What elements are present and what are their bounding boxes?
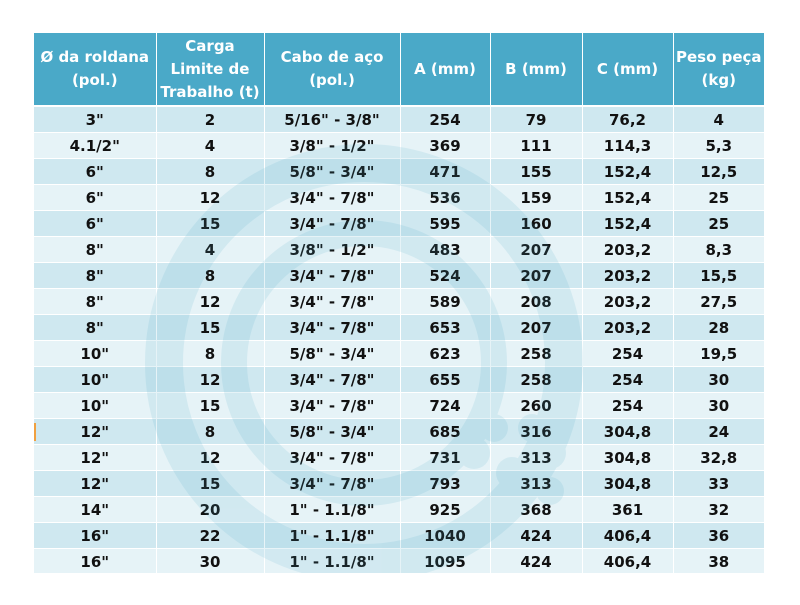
cell-b-mm: 208 <box>490 289 582 315</box>
cell-a-mm: 471 <box>400 159 490 185</box>
cell-peso: 25 <box>673 185 764 211</box>
cell-carga: 12 <box>156 289 264 315</box>
cell-a-mm: 1040 <box>400 523 490 549</box>
cell-a-mm: 653 <box>400 315 490 341</box>
cell-peso: 28 <box>673 315 764 341</box>
cell-carga: 4 <box>156 237 264 263</box>
cell-peso: 8,3 <box>673 237 764 263</box>
cell-b-mm: 258 <box>490 341 582 367</box>
cell-c-mm: 203,2 <box>582 289 673 315</box>
cell-c-mm: 304,8 <box>582 445 673 471</box>
cell-a-mm: 536 <box>400 185 490 211</box>
cell-b-mm: 313 <box>490 471 582 497</box>
cell-a-mm: 589 <box>400 289 490 315</box>
cell-peso: 12,5 <box>673 159 764 185</box>
cell-b-mm: 316 <box>490 419 582 445</box>
cell-c-mm: 406,4 <box>582 523 673 549</box>
header-peso-peca: Peso peça (kg) <box>673 33 764 106</box>
table-row <box>34 237 764 263</box>
cell-c-mm: 152,4 <box>582 185 673 211</box>
table-row <box>34 471 764 497</box>
cell-carga: 15 <box>156 315 264 341</box>
cell-c-mm: 254 <box>582 393 673 419</box>
cell-cabo: 3/8" - 1/2" <box>264 133 400 159</box>
cell-cabo: 5/16" - 3/8" <box>264 106 400 133</box>
cell-peso: 25 <box>673 211 764 237</box>
cell-peso: 38 <box>673 549 764 574</box>
cell-carga: 8 <box>156 263 264 289</box>
cell-cabo: 1" - 1.1/8" <box>264 523 400 549</box>
cell-c-mm: 203,2 <box>582 237 673 263</box>
cell-cabo: 3/4" - 7/8" <box>264 315 400 341</box>
cell-diametro: 14" <box>34 497 156 523</box>
cell-c-mm: 114,3 <box>582 133 673 159</box>
cell-cabo: 1" - 1.1/8" <box>264 549 400 574</box>
cell-b-mm: 207 <box>490 315 582 341</box>
cell-a-mm: 595 <box>400 211 490 237</box>
cell-c-mm: 304,8 <box>582 419 673 445</box>
cell-b-mm: 260 <box>490 393 582 419</box>
cell-peso: 32,8 <box>673 445 764 471</box>
cell-b-mm: 368 <box>490 497 582 523</box>
cell-c-mm: 203,2 <box>582 315 673 341</box>
header-c-mm: C (mm) <box>582 33 673 106</box>
cell-b-mm: 160 <box>490 211 582 237</box>
cell-cabo: 3/4" - 7/8" <box>264 289 400 315</box>
cell-cabo: 3/8" - 1/2" <box>264 237 400 263</box>
cell-b-mm: 424 <box>490 523 582 549</box>
cell-carga: 12 <box>156 185 264 211</box>
table-header-row <box>34 33 764 106</box>
cell-c-mm: 152,4 <box>582 159 673 185</box>
table-row <box>34 211 764 237</box>
cell-carga: 20 <box>156 497 264 523</box>
table-row <box>34 159 764 185</box>
header-carga-limite: Carga Limite de Trabalho (t) <box>156 33 264 106</box>
cell-diametro: 10" <box>34 393 156 419</box>
cell-a-mm: 655 <box>400 367 490 393</box>
cell-diametro: 12" <box>34 445 156 471</box>
cell-a-mm: 925 <box>400 497 490 523</box>
cell-diametro: 4.1/2" <box>34 133 156 159</box>
table-row <box>34 185 764 211</box>
sheave-specification-table <box>34 33 764 573</box>
cell-peso: 4 <box>673 106 764 133</box>
cell-b-mm: 207 <box>490 263 582 289</box>
cell-diametro: 10" <box>34 367 156 393</box>
cell-cabo: 3/4" - 7/8" <box>264 263 400 289</box>
cell-carga: 15 <box>156 211 264 237</box>
cell-c-mm: 203,2 <box>582 263 673 289</box>
table-row <box>34 393 764 419</box>
cell-peso: 30 <box>673 367 764 393</box>
cell-carga: 12 <box>156 445 264 471</box>
cell-a-mm: 254 <box>400 106 490 133</box>
cell-c-mm: 152,4 <box>582 211 673 237</box>
cell-cabo: 3/4" - 7/8" <box>264 445 400 471</box>
spec-table-container <box>34 33 764 573</box>
table-row <box>34 341 764 367</box>
cell-diametro: 3" <box>34 106 156 133</box>
cell-diametro: 6" <box>34 159 156 185</box>
cell-diametro: 6" <box>34 185 156 211</box>
cell-cabo: 1" - 1.1/8" <box>264 497 400 523</box>
cell-a-mm: 483 <box>400 237 490 263</box>
table-row <box>34 289 764 315</box>
cell-cabo: 3/4" - 7/8" <box>264 471 400 497</box>
cell-carga: 4 <box>156 133 264 159</box>
cell-diametro: 12" <box>34 419 156 445</box>
table-row <box>34 315 764 341</box>
header-a-mm: A (mm) <box>400 33 490 106</box>
cell-a-mm: 724 <box>400 393 490 419</box>
cell-carga: 2 <box>156 106 264 133</box>
table-row <box>34 106 764 133</box>
cell-c-mm: 304,8 <box>582 471 673 497</box>
side-accent-mark <box>34 423 36 441</box>
cell-peso: 32 <box>673 497 764 523</box>
cell-b-mm: 159 <box>490 185 582 211</box>
cell-carga: 8 <box>156 419 264 445</box>
cell-diametro: 16" <box>34 523 156 549</box>
cell-carga: 8 <box>156 159 264 185</box>
table-row <box>34 445 764 471</box>
cell-cabo: 3/4" - 7/8" <box>264 367 400 393</box>
cell-carga: 8 <box>156 341 264 367</box>
cell-diametro: 10" <box>34 341 156 367</box>
cell-diametro: 6" <box>34 211 156 237</box>
table-row <box>34 549 764 574</box>
cell-cabo: 3/4" - 7/8" <box>264 185 400 211</box>
cell-b-mm: 111 <box>490 133 582 159</box>
cell-peso: 33 <box>673 471 764 497</box>
cell-diametro: 8" <box>34 237 156 263</box>
table-row <box>34 419 764 445</box>
cell-cabo: 3/4" - 7/8" <box>264 393 400 419</box>
cell-carga: 22 <box>156 523 264 549</box>
table-row <box>34 497 764 523</box>
cell-diametro: 8" <box>34 315 156 341</box>
cell-cabo: 5/8" - 3/4" <box>264 419 400 445</box>
cell-diametro: 16" <box>34 549 156 574</box>
cell-peso: 30 <box>673 393 764 419</box>
cell-a-mm: 1095 <box>400 549 490 574</box>
cell-peso: 27,5 <box>673 289 764 315</box>
cell-peso: 5,3 <box>673 133 764 159</box>
cell-cabo: 5/8" - 3/4" <box>264 159 400 185</box>
header-diametro-roldana: Ø da roldana (pol.) <box>34 33 156 106</box>
cell-a-mm: 731 <box>400 445 490 471</box>
table-row <box>34 263 764 289</box>
cell-b-mm: 79 <box>490 106 582 133</box>
header-cabo-aco: Cabo de aço (pol.) <box>264 33 400 106</box>
cell-carga: 15 <box>156 471 264 497</box>
cell-cabo: 5/8" - 3/4" <box>264 341 400 367</box>
cell-carga: 15 <box>156 393 264 419</box>
cell-b-mm: 313 <box>490 445 582 471</box>
cell-peso: 15,5 <box>673 263 764 289</box>
cell-c-mm: 254 <box>582 367 673 393</box>
cell-b-mm: 155 <box>490 159 582 185</box>
cell-b-mm: 258 <box>490 367 582 393</box>
cell-diametro: 8" <box>34 263 156 289</box>
cell-diametro: 12" <box>34 471 156 497</box>
cell-b-mm: 424 <box>490 549 582 574</box>
cell-c-mm: 254 <box>582 341 673 367</box>
cell-a-mm: 623 <box>400 341 490 367</box>
cell-c-mm: 406,4 <box>582 549 673 574</box>
table-row <box>34 133 764 159</box>
cell-peso: 24 <box>673 419 764 445</box>
cell-cabo: 3/4" - 7/8" <box>264 211 400 237</box>
cell-carga: 30 <box>156 549 264 574</box>
cell-a-mm: 369 <box>400 133 490 159</box>
cell-a-mm: 685 <box>400 419 490 445</box>
cell-b-mm: 207 <box>490 237 582 263</box>
table-row <box>34 523 764 549</box>
cell-peso: 36 <box>673 523 764 549</box>
cell-c-mm: 361 <box>582 497 673 523</box>
cell-peso: 19,5 <box>673 341 764 367</box>
cell-diametro: 8" <box>34 289 156 315</box>
table-row <box>34 367 764 393</box>
cell-a-mm: 524 <box>400 263 490 289</box>
cell-c-mm: 76,2 <box>582 106 673 133</box>
header-b-mm: B (mm) <box>490 33 582 106</box>
cell-carga: 12 <box>156 367 264 393</box>
cell-a-mm: 793 <box>400 471 490 497</box>
